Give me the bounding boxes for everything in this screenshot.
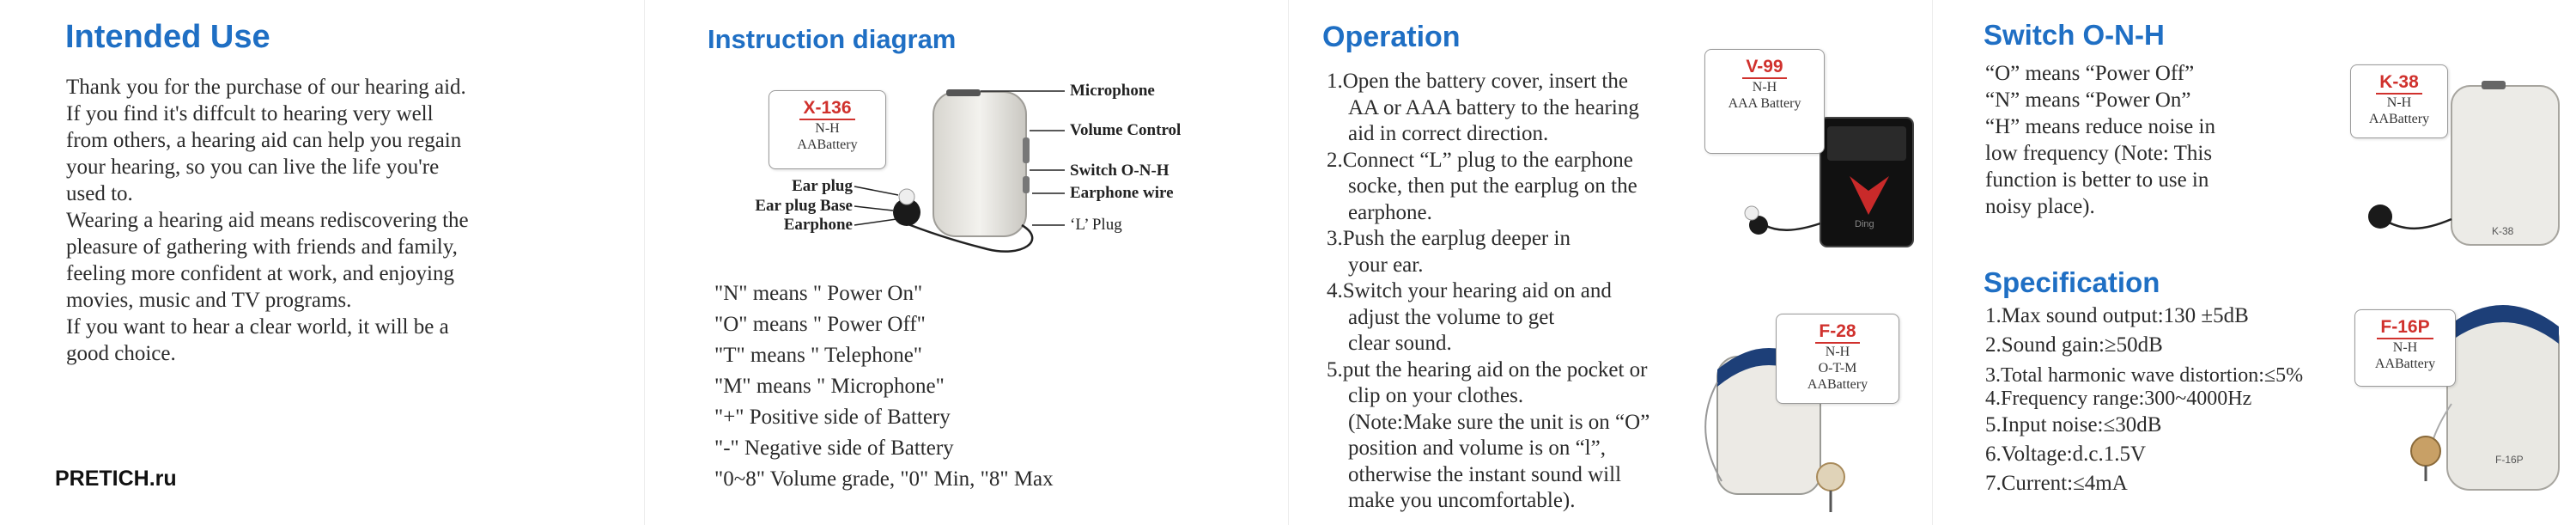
label-earphone: Earphone	[783, 216, 853, 234]
v99-device-print: Ding	[1855, 219, 1874, 229]
specification-title: Specification	[1984, 266, 2160, 298]
label-earphone-wire: Earphone wire	[1070, 184, 1174, 202]
instruction-panel	[644, 0, 1288, 525]
model-callout-f16p	[2354, 309, 2456, 387]
brand-watermark: PRETICH.ru	[55, 467, 177, 491]
model-callout-f28	[1776, 314, 1899, 404]
legend-item: "O" means " Power Off"	[714, 313, 926, 336]
operation-step: (Note:Make sure the unit is on “O”	[1348, 410, 1650, 434]
label-microphone: Microphone	[1070, 82, 1155, 100]
intended-use-line: If you find it's diffcult to hearing very well	[66, 102, 434, 125]
intended-use-line: Thank you for the purchase of our hearing aid.	[66, 76, 466, 99]
model-callout-v99	[1704, 49, 1825, 154]
intended-use-text	[66, 74, 581, 367]
operation-step: 3.Push the earplug deeper in	[1327, 227, 1571, 250]
instruction-title: Instruction diagram	[708, 24, 957, 54]
intended-use-panel	[0, 0, 644, 525]
switch-line: function is better to use in	[1985, 168, 2209, 192]
intended-use-line: from others, a hearing aid can help you regain	[66, 129, 462, 152]
operation-step: 5.put the hearing aid on the pocket or	[1327, 357, 1648, 382]
model-name: F-28	[1815, 321, 1859, 344]
operation-title: Operation	[1322, 21, 1461, 53]
spec-item: 4.Frequency range:300~4000Hz	[1985, 388, 2252, 410]
model-switch: O-T-M	[1818, 361, 1857, 375]
operation-step: 1.Open the battery cover, insert the	[1327, 70, 1628, 93]
switch-line: low frequency (Note: This	[1985, 142, 2213, 165]
v99-device-icon	[1288, 0, 1932, 525]
legend-item: "T" means " Telephone"	[714, 344, 923, 367]
k38-device-icon	[1932, 0, 2576, 525]
operation-step: 4.Switch your hearing aid on and	[1327, 279, 1612, 302]
model-battery: AABattery	[1807, 377, 1868, 392]
model-battery: AABattery	[797, 137, 858, 152]
operation-panel	[1288, 0, 1932, 525]
spec-item: 1.Max sound output:130 ±5dB	[1985, 304, 2249, 327]
model-name: K-38	[2376, 72, 2422, 95]
legend-item: "+" Positive side of Battery	[714, 406, 951, 429]
operation-step: 2.Connect “L” plug to the earphone	[1327, 148, 1633, 172]
operation-step: clip on your clothes.	[1348, 384, 1524, 407]
operation-step: clear sound.	[1348, 332, 1452, 355]
model-name: V-99	[1742, 57, 1786, 79]
operation-step: AA or AAA battery to the hearing	[1348, 95, 1639, 119]
model-mode: N-H	[815, 121, 840, 136]
legend-item: "N" means " Power On"	[714, 282, 923, 305]
model-battery: AABattery	[2374, 357, 2436, 371]
k38-device-label: K-38	[2492, 225, 2514, 237]
intended-use-title: Intended Use	[65, 19, 270, 55]
legend-item: "0~8" Volume grade, "0" Min, "8" Max	[714, 467, 1054, 491]
label-ear-plug: Ear plug	[792, 177, 853, 195]
model-mode: N-H	[1825, 345, 1850, 359]
model-mode: N-H	[1752, 80, 1777, 95]
intended-use-line: used to.	[66, 182, 133, 205]
intended-use-line: movies, music and TV programs.	[66, 289, 352, 312]
operation-step: position and volume is on “l”,	[1348, 436, 1606, 460]
operation-step: socke, then put the earplug on the	[1348, 174, 1637, 198]
model-mode: N-H	[2386, 95, 2412, 110]
spec-item: 3.Total harmonic wave distortion:≤5%	[1985, 364, 2304, 387]
intended-use-line: feeling more confident at work, and enjoying	[66, 262, 454, 285]
intended-use-line: your hearing, so you can live the life you're	[66, 156, 440, 179]
operation-step: adjust the volume to get	[1348, 305, 1555, 329]
model-mode: N-H	[2392, 340, 2418, 355]
model-callout-k38	[2350, 64, 2448, 138]
model-battery: AABattery	[2368, 112, 2430, 126]
f16p-device-label: F-16P	[2495, 454, 2524, 466]
label-ear-plug-base: Ear plug Base	[755, 197, 853, 215]
switch-line: noisy place).	[1985, 195, 2095, 218]
legend-list	[714, 278, 1054, 495]
model-name: F-16P	[2377, 317, 2433, 339]
legend-item: "M" means " Microphone"	[714, 375, 945, 398]
intended-use-line: pleasure of gathering with friends and family,	[66, 235, 458, 259]
operation-step: your ear.	[1348, 253, 1424, 277]
label-plug: ‘L’ Plug	[1070, 216, 1122, 234]
spec-item: 6.Voltage:d.c.1.5V	[1985, 443, 2147, 466]
switch-line: “O” means “Power Off”	[1985, 62, 2195, 85]
intended-use-line: Wearing a hearing aid means rediscovering the	[66, 209, 469, 232]
operation-step: earphone.	[1348, 200, 1432, 224]
intended-use-line: good choice.	[66, 342, 176, 365]
spec-item: 7.Current:≤4mA	[1985, 472, 2128, 495]
switch-title: Switch O-N-H	[1984, 19, 2165, 51]
switch-spec-panel	[1932, 0, 2576, 525]
model-battery: AAA Battery	[1728, 96, 1801, 111]
legend-item: "-" Negative side of Battery	[714, 436, 954, 460]
operation-step: make you uncomfortable).	[1348, 489, 1576, 512]
operation-step: otherwise the instant sound will	[1348, 462, 1622, 486]
switch-line: “H” means reduce noise in	[1985, 115, 2215, 138]
model-name: X-136	[799, 98, 854, 120]
switch-line: “N” means “Power On”	[1985, 89, 2191, 112]
spec-item: 5.Input noise:≤30dB	[1985, 413, 2162, 436]
intended-use-line: If you want to hear a clear world, it will be a	[66, 315, 449, 339]
spec-item: 2.Sound gain:≥50dB	[1985, 333, 2163, 357]
label-volume-control: Volume Control	[1070, 121, 1182, 139]
operation-step: aid in correct direction.	[1348, 122, 1549, 145]
label-switch: Switch O-N-H	[1070, 162, 1170, 180]
